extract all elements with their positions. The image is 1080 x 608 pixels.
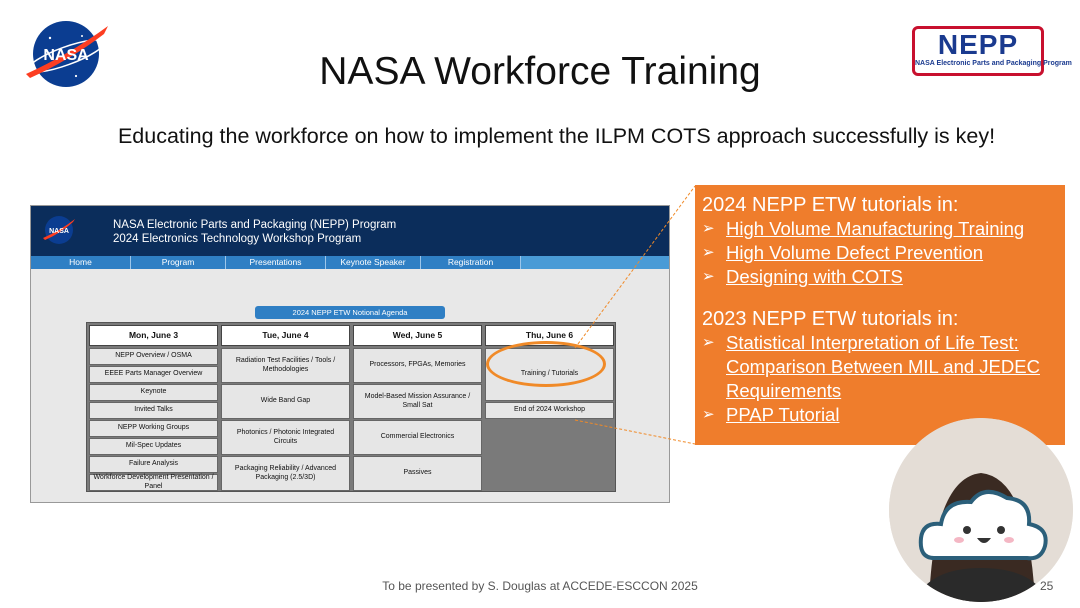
- session-cell: NEPP Working Groups: [89, 420, 218, 437]
- session-cell: End of 2024 Workshop: [485, 402, 614, 419]
- svg-text:NASA: NASA: [43, 47, 89, 64]
- session-cell: Workforce Development Presentation / Panel: [89, 474, 218, 491]
- session-cell: Model-Based Mission Assurance / Small Sat: [353, 384, 482, 419]
- page-number: 25: [1040, 579, 1054, 593]
- day-header: Tue, June 4: [221, 325, 350, 346]
- site-title-line1: NASA Electronic Parts and Packaging (NEPP) Program: [113, 219, 397, 231]
- nepp-logo-word: NEPP: [937, 29, 1019, 60]
- nepp-logo-subtitle: NASA Electronic Parts and Packaging Program: [915, 60, 1072, 67]
- session-cell: Radiation Test Facilities / Tools / Methodologies: [221, 348, 350, 383]
- tutorial-link[interactable]: PPAP Tutorial: [726, 404, 840, 425]
- website-screenshot: [30, 205, 670, 503]
- slide-title: NASA Workforce Training: [319, 50, 761, 93]
- session-cell: Photonics / Photonic Integrated Circuits: [221, 420, 350, 455]
- session-cell: Commercial Electronics: [353, 420, 482, 455]
- site-title-line2: 2024 Electronics Technology Workshop Program: [113, 233, 362, 245]
- nav-presentations[interactable]: Presentations: [226, 256, 326, 269]
- site-title: [113, 218, 396, 246]
- site-nav: [31, 256, 670, 269]
- agenda-column-mon: [87, 323, 217, 491]
- slide-subtitle: Educating the workforce on how to implement the ILPM COTS approach successfully is key!: [117, 124, 996, 148]
- callout-item: [702, 241, 1065, 265]
- callout-item: [702, 217, 1065, 241]
- tutorial-link[interactable]: High Volume Defect Prevention: [726, 242, 984, 263]
- arrow-bullet-icon: ➢: [702, 220, 715, 237]
- session-cell: EEEE Parts Manager Overview: [89, 366, 218, 383]
- callout-heading-2024: 2024 NEPP ETW tutorials in:: [702, 194, 959, 216]
- svg-text:NASA: NASA: [49, 228, 69, 235]
- nav-spacer: [521, 256, 670, 269]
- arrow-bullet-icon: ➢: [702, 334, 715, 351]
- arrow-bullet-icon: ➢: [702, 244, 715, 261]
- tutorial-link[interactable]: High Volume Manufacturing Training: [726, 218, 1025, 239]
- agenda-column-wed: [351, 323, 481, 491]
- session-cell: NEPP Overview / OSMA: [89, 348, 218, 365]
- session-cell: Processors, FPGAs, Memories: [353, 348, 482, 383]
- nav-keynote-speaker[interactable]: Keynote Speaker: [326, 256, 421, 269]
- session-cell: Passives: [353, 456, 482, 491]
- agenda-column-tue: [219, 323, 349, 491]
- slide-footer: To be presented by S. Douglas at ACCEDE-ESCCON 2025: [382, 579, 698, 593]
- arrow-bullet-icon: ➢: [702, 406, 715, 423]
- highlight-ellipse: [486, 341, 606, 387]
- day-header: Wed, June 5: [353, 325, 482, 346]
- nav-home[interactable]: Home: [31, 256, 131, 269]
- session-cell: Failure Analysis: [89, 456, 218, 473]
- arrow-bullet-icon: ➢: [702, 268, 715, 285]
- callout-spacer: [702, 289, 1065, 307]
- session-cell: Mil-Spec Updates: [89, 438, 218, 455]
- day-header: Mon, June 3: [89, 325, 218, 346]
- site-nasa-logo: [41, 214, 77, 246]
- callout-item: [702, 265, 1065, 289]
- session-cell: Packaging Reliability / Advanced Packaging (2.5/3D): [221, 456, 350, 491]
- nav-registration[interactable]: Registration: [421, 256, 521, 269]
- agenda-banner: 2024 NEPP ETW Notional Agenda: [255, 306, 445, 319]
- site-header: [31, 206, 670, 256]
- session-cell-highlighted: Training / Tutorials: [485, 348, 614, 401]
- callout-item: [702, 331, 1065, 403]
- tutorial-link[interactable]: Statistical Interpretation of Life Test: Comparison Between MIL and JEDEC Requirements: [726, 332, 1040, 401]
- empty-cell: [485, 420, 614, 491]
- tutorials-callout: [695, 185, 1065, 445]
- tutorial-link[interactable]: Designing with COTS: [726, 266, 903, 287]
- nav-program[interactable]: Program: [131, 256, 226, 269]
- callout-heading-2023: 2023 NEPP ETW tutorials in:: [702, 308, 959, 330]
- session-cell: Invited Talks: [89, 402, 218, 419]
- day-header: Thu, June 6: [485, 325, 614, 346]
- session-cell: Keynote: [89, 384, 218, 401]
- webcam-overlay: [889, 418, 1073, 602]
- session-cell: Wide Band Gap: [221, 384, 350, 419]
